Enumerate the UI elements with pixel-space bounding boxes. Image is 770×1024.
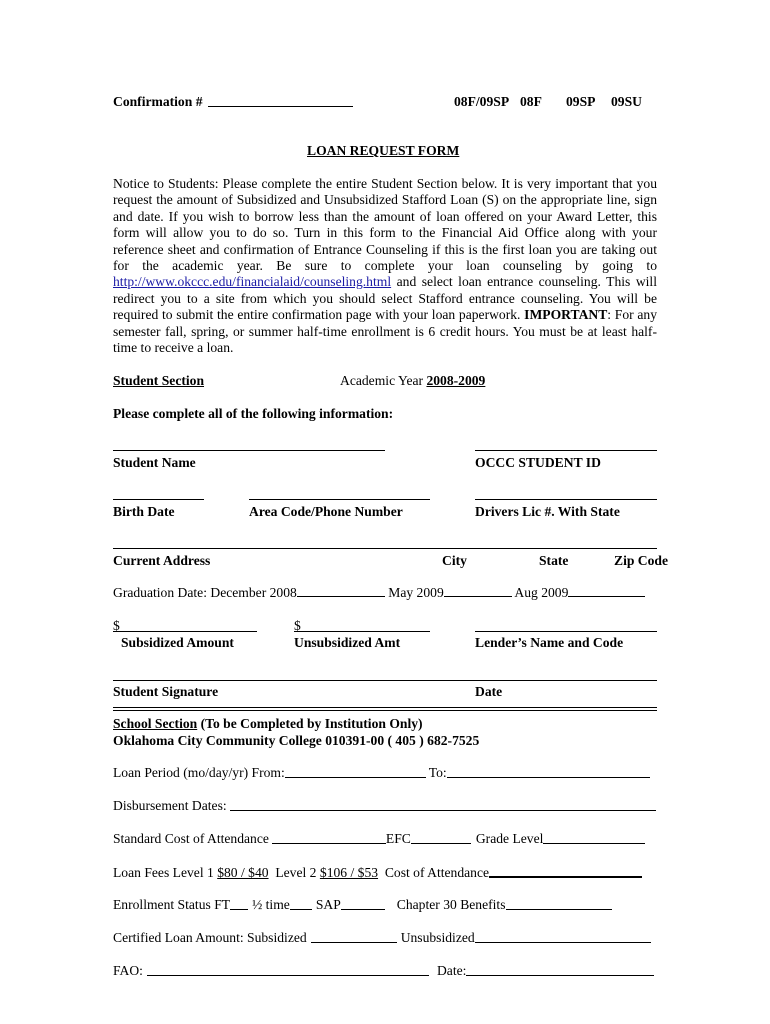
disbursement-blank[interactable]	[230, 797, 656, 811]
loan-period-label: Loan Period (mo/day/yr) From:	[113, 765, 285, 780]
student-name-line[interactable]	[113, 450, 385, 451]
unsubsidized-amount-line[interactable]	[294, 631, 430, 632]
sap-blank[interactable]	[341, 896, 385, 910]
term-08f: 08F	[520, 94, 542, 109]
standard-cost-row	[113, 830, 645, 847]
student-id-line[interactable]	[475, 450, 657, 451]
fao-label: FAO:	[113, 963, 143, 978]
institution-info: Oklahoma City Community College 010391-00 ( 405 ) 682-7525	[113, 733, 480, 748]
city-label: City	[442, 553, 467, 568]
loan-period-row	[113, 764, 650, 781]
lender-line[interactable]	[475, 631, 657, 632]
section-divider	[113, 707, 657, 711]
student-name-label: Student Name	[113, 455, 196, 470]
address-line[interactable]	[113, 548, 657, 549]
notice-text-3: : For any semester fall, spring, or summer half-time enrollment is 6 credit hours. You must be at least half-time to receive a loan.	[113, 307, 657, 356]
notice-text-2: and select loan entrance counseling. This will redirect you to a site from which you should select Stafford entrance counseling. You will be required to submit the entire confirmation page with your loan paperwork.	[113, 274, 657, 323]
loan-period-from-blank[interactable]	[285, 764, 426, 778]
loan-period-to-blank[interactable]	[447, 764, 650, 778]
fao-row	[113, 962, 654, 979]
school-section-title: School Section	[113, 716, 198, 731]
student-id-label: OCCC STUDENT ID	[475, 455, 601, 470]
fao-blank[interactable]	[147, 962, 429, 976]
certified-unsubsidized-blank[interactable]	[475, 929, 651, 943]
ft-blank[interactable]	[230, 896, 248, 910]
signature-label: Student Signature	[113, 684, 219, 699]
term-08f-09sp: 08F/09SP	[454, 94, 510, 109]
cost-of-attendance-label: Cost of Attendance	[378, 865, 490, 880]
certified-unsubsidized-label: Unsubsidized	[400, 930, 475, 945]
signature-date-label: Date	[475, 684, 503, 699]
school-section-subtitle: (To be Completed by Institution Only)	[197, 716, 423, 731]
notice-text-1: Notice to Students: Please complete the entire Student Section below. It is very important that you request the amount of Subsidized and Unsubsidized Stafford Loan (S) on the appropriate line, sign and date. If you wish to borrow less than the amount of loan offered on your Award Letter, this form will allow you to do so. Turn in this form to the Financial Aid Office along with your reference sheet and confirmation of Entrance Counseling if this is the first loan you are taking out for the academic year. Be sure to complete your loan counseling by going to	[113, 176, 657, 274]
chapter30-label: Chapter 30 Benefits	[396, 897, 506, 912]
address-label: Current Address	[113, 553, 211, 568]
graduation-row	[113, 584, 645, 601]
state-label: State	[539, 553, 569, 568]
instruction-text: Please complete all of the following information:	[113, 406, 394, 421]
academic-year-label: Academic Year	[340, 373, 424, 388]
half-time-label: ½ time	[252, 897, 290, 912]
loan-period-to-label: To:	[428, 765, 447, 780]
standard-cost-label: Standard Cost of Attendance	[113, 831, 269, 846]
academic-year	[340, 372, 485, 389]
grad-may-blank[interactable]	[444, 584, 512, 597]
signature-line[interactable]	[113, 680, 657, 681]
fao-date-blank[interactable]	[466, 962, 654, 976]
grad-december-blank[interactable]	[297, 584, 385, 597]
level2-label: Level 2	[268, 865, 320, 880]
level2-fee: $106 / $53	[319, 865, 379, 880]
level1-fee: $80 / $40	[217, 865, 269, 880]
fao-date-label: Date:	[436, 963, 467, 978]
term-09sp: 09SP	[566, 94, 596, 109]
subsidized-amount-line[interactable]	[113, 631, 257, 632]
drivers-lic-label: Drivers Lic #. With State	[475, 504, 620, 519]
certified-amount-row	[113, 929, 651, 946]
loan-fees-row	[113, 863, 642, 881]
graduation-aug-label: Aug 2009	[514, 585, 569, 600]
student-section-title: Student Section	[113, 373, 205, 388]
loan-fees-label: Loan Fees Level 1	[113, 865, 218, 880]
zip-label: Zip Code	[614, 553, 669, 568]
confirmation-label: Confirmation #	[113, 94, 203, 109]
cost-of-attendance-blank[interactable]	[489, 863, 642, 878]
certified-subsidized-label: Certified Loan Amount: Subsidized	[113, 930, 307, 945]
efc-label: EFC	[385, 831, 411, 846]
half-time-blank[interactable]	[290, 896, 312, 910]
graduation-may-label: May 2009	[388, 585, 444, 600]
important-label: IMPORTANT	[524, 307, 608, 323]
phone-label: Area Code/Phone Number	[249, 504, 403, 519]
disbursement-row	[113, 797, 656, 814]
form-title: LOAN REQUEST FORM	[307, 143, 460, 158]
disbursement-label: Disbursement Dates:	[113, 798, 227, 813]
drivers-lic-line[interactable]	[475, 499, 657, 500]
enrollment-row	[113, 896, 612, 913]
counseling-link[interactable]: http://www.okccc.edu/financialaid/counseling.html	[113, 274, 392, 290]
academic-year-value: 2008-2009	[426, 373, 486, 388]
dollar-sign-subsidized: $	[113, 618, 120, 633]
birth-date-label: Birth Date	[113, 504, 175, 519]
grade-level-label: Grade Level	[475, 831, 544, 846]
school-section-heading	[113, 715, 423, 732]
birth-date-line[interactable]	[113, 499, 204, 500]
grade-level-blank[interactable]	[543, 830, 645, 844]
lender-label: Lender’s Name and Code	[475, 635, 624, 650]
certified-subsidized-blank[interactable]	[311, 929, 397, 943]
enrollment-status-label: Enrollment Status FT	[113, 897, 231, 912]
term-09su: 09SU	[611, 94, 642, 109]
grad-aug-blank[interactable]	[568, 584, 645, 597]
efc-blank[interactable]	[411, 830, 471, 844]
graduation-december-label: Graduation Date: December 2008	[113, 585, 297, 600]
subsidized-amount-label: Subsidized Amount	[121, 635, 234, 650]
phone-line[interactable]	[249, 499, 430, 500]
standard-cost-blank[interactable]	[272, 830, 386, 844]
dollar-sign-unsubsidized: $	[294, 618, 301, 633]
confirmation-number-line[interactable]	[208, 106, 353, 107]
sap-label: SAP	[315, 897, 341, 912]
chapter30-blank[interactable]	[506, 896, 612, 910]
unsubsidized-amt-label: Unsubsidized Amt	[294, 635, 401, 650]
notice-paragraph	[113, 176, 657, 356]
